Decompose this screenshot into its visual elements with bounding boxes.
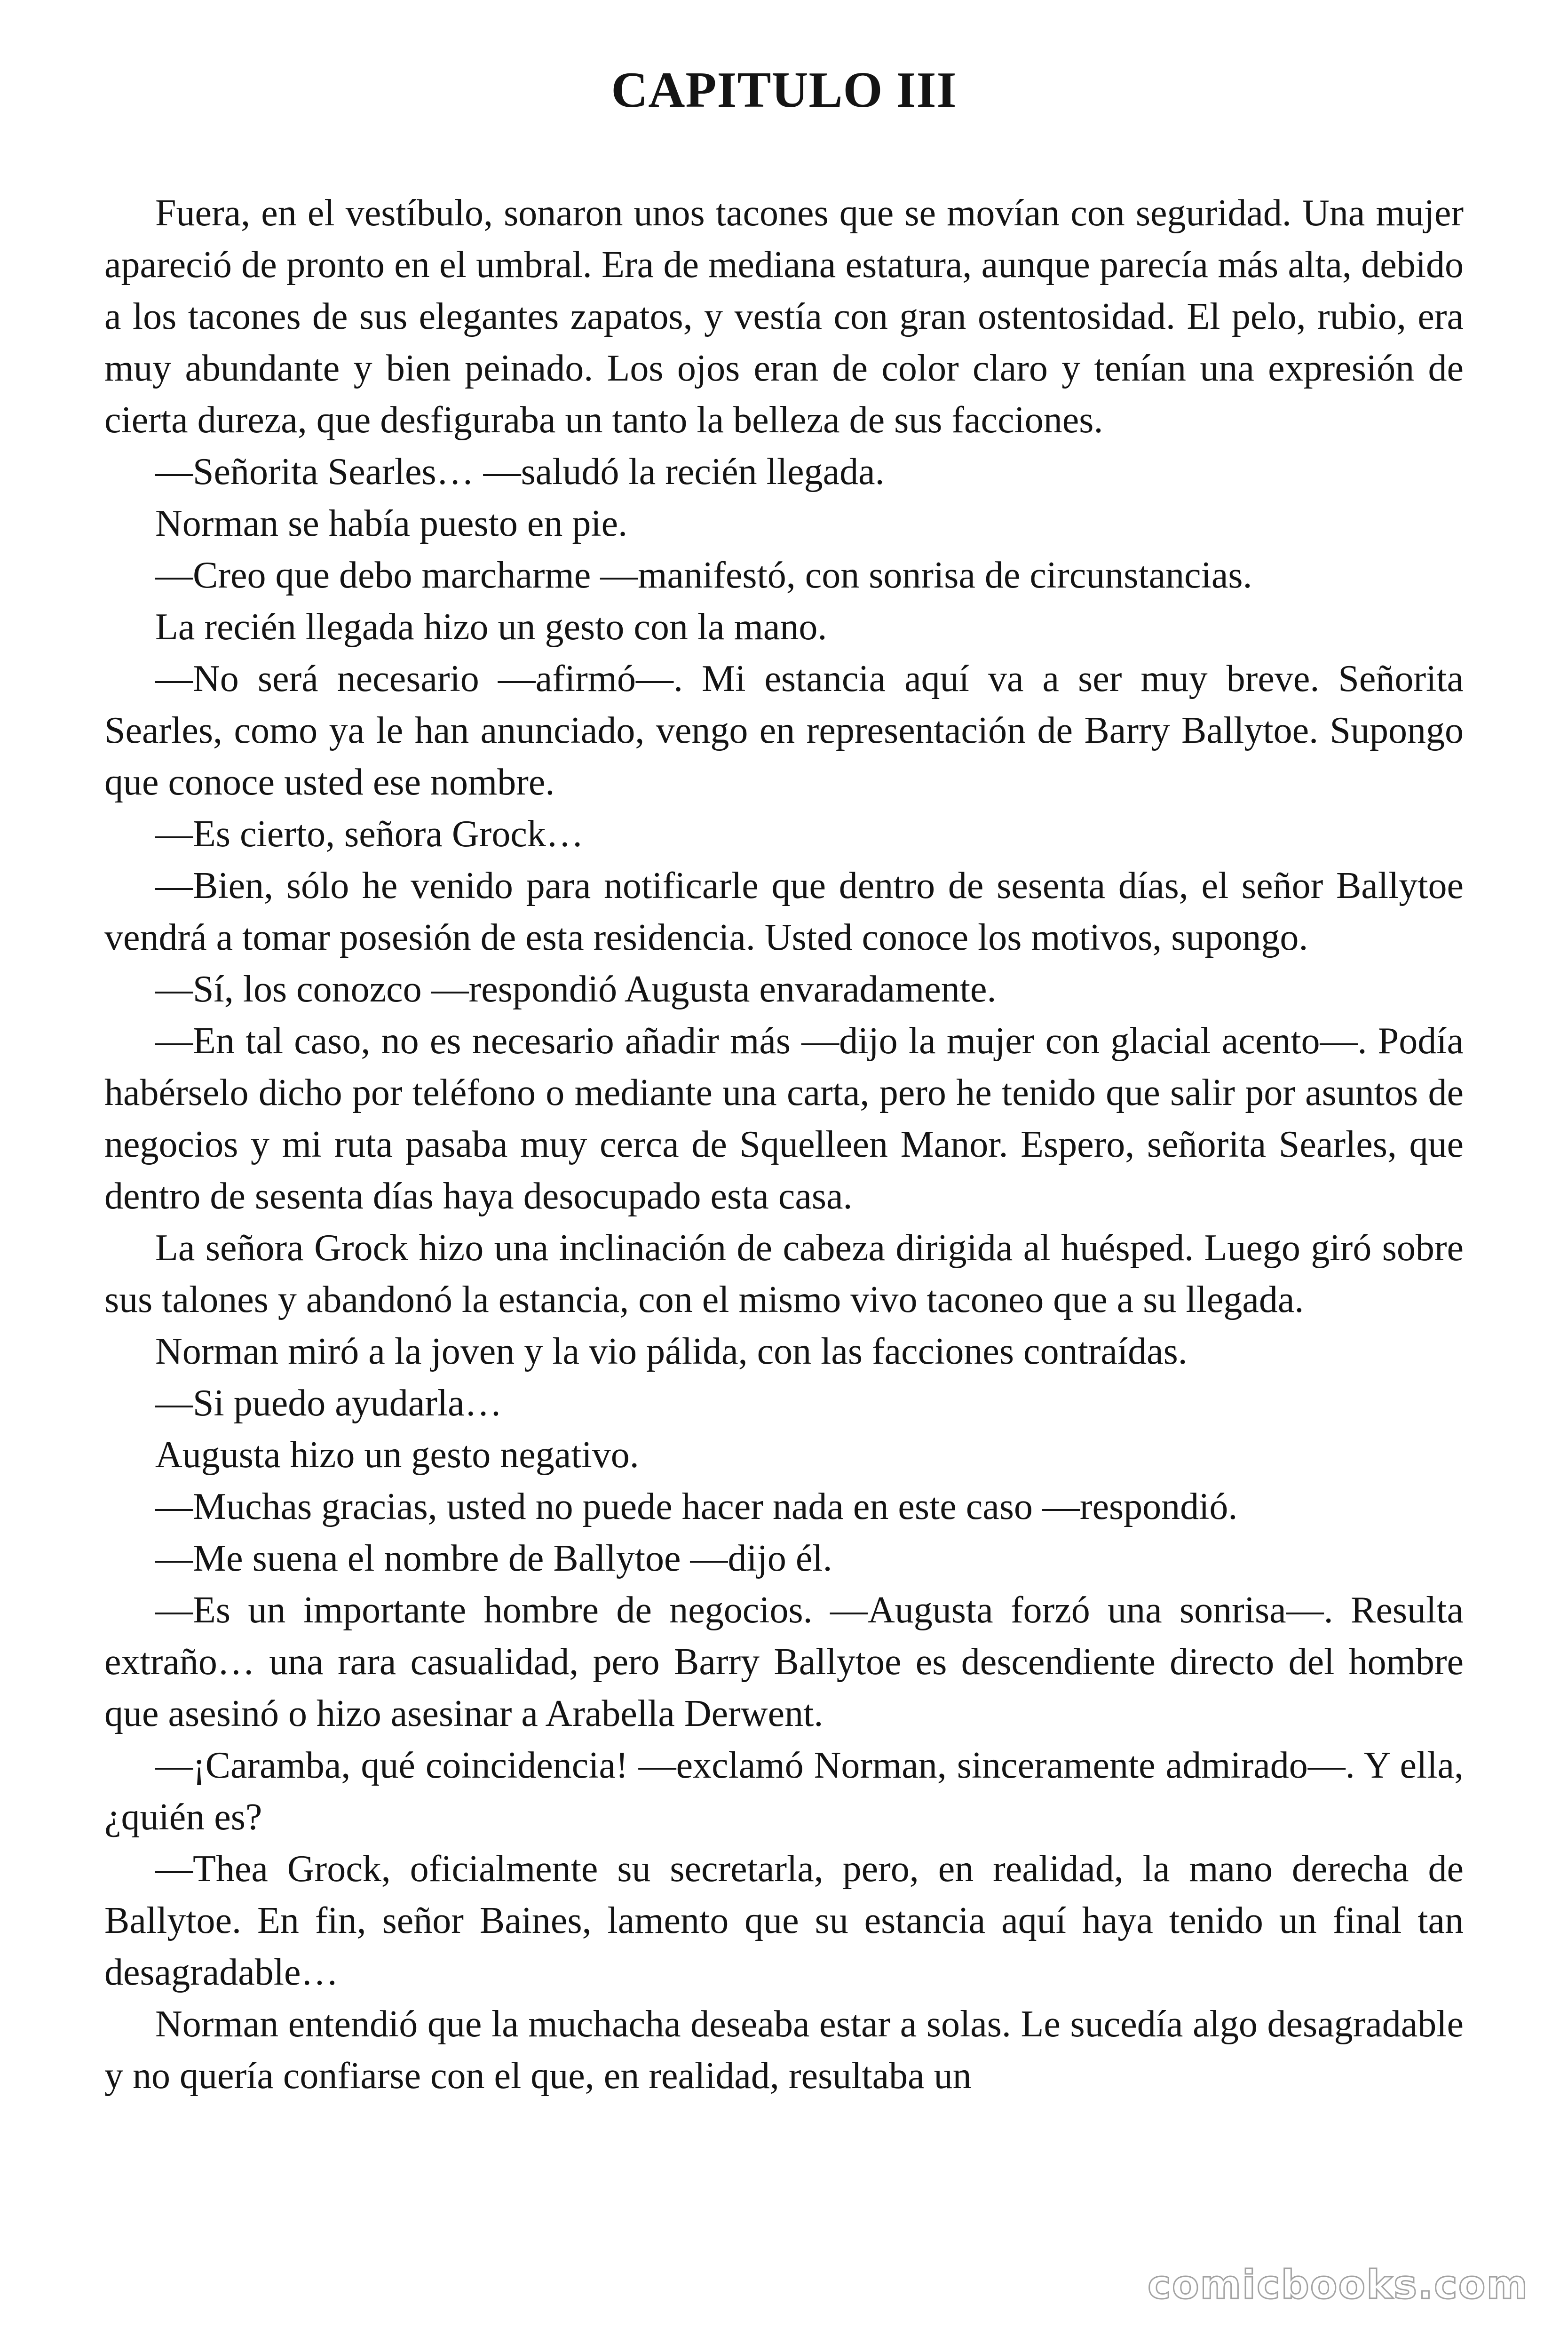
chapter-title: CAPITULO III xyxy=(611,62,957,118)
paragraph: Norman se había puesto en pie. xyxy=(155,503,628,544)
paragraph: —¡Caramba, qué coincidencia! —exclamó Norman, sinceramente admirado—. Y ella, ¿quién es? xyxy=(104,1745,1464,1838)
paragraph: Norman miró a la joven y la vio pálida, con las facciones contraídas. xyxy=(155,1331,1188,1372)
paragraph: —En tal caso, no es necesario añadir más —dijo la mujer con glacial acento—. Podía habérselo dicho por teléfono o mediante una carta, pero he tenido que salir por asuntos de negocios y mi ruta pasaba muy cerca de Squelleen Manor. Espero, señorita Searles, que dentro de sesenta días haya desocupado esta casa. xyxy=(104,1020,1464,1217)
paragraph: —Me suena el nombre de Ballytoe —dijo él. xyxy=(155,1538,832,1579)
paragraph: —Sí, los conozco —respondió Augusta envaradamente. xyxy=(155,969,997,1010)
paragraph: Augusta hizo un gesto negativo. xyxy=(155,1434,639,1476)
paragraph: —Es un importante hombre de negocios. —Augusta forzó una sonrisa—. Resulta extraño… una rara casualidad, pero Barry Ballytoe es descendiente directo del hombre que asesinó o hizo asesinar a Arabella Derwent. xyxy=(104,1589,1464,1734)
paragraph: Fuera, en el vestíbulo, sonaron unos tacones que se movían con seguridad. Una mujer apareció de pronto en el umbral. Era de mediana estatura, aunque parecía más alta, debido a los tacones de sus elegantes zapatos, y vestía con gran ostentosidad. El pelo, rubio, era muy abundante y bien peinado. Los ojos eran de color claro y tenían una expresión de cierta dureza, que desfiguraba un tanto la belleza de sus facciones. xyxy=(104,192,1464,441)
paragraph: —Muchas gracias, usted no puede hacer nada en este caso —respondió. xyxy=(155,1486,1238,1527)
paragraph: —Creo que debo marcharme —manifestó, con sonrisa de circunstancias. xyxy=(155,555,1252,596)
paragraph: —Señorita Searles… —saludó la recién llegada. xyxy=(155,451,885,493)
paragraph: —No será necesario —afirmó—. Mi estancia aquí va a ser muy breve. Señorita Searles, como ya le han anunciado, vengo en representación de Barry Ballytoe. Supongo que conoce usted ese nombre. xyxy=(104,658,1464,803)
paragraph: La señora Grock hizo una inclinación de cabeza dirigida al huésped. Luego giró sobre sus talones y abandonó la estancia, con el mismo vivo taconeo que a su llegada. xyxy=(104,1227,1464,1320)
paragraph: La recién llegada hizo un gesto con la mano. xyxy=(155,606,827,648)
paragraph: —Thea Grock, oficialmente su secretarla, pero, en realidad, la mano derecha de Ballytoe. En fin, señor Baines, lamento que su estancia aquí haya tenido un final tan desagradable… xyxy=(104,1848,1464,1993)
watermark-logo: comicbooks.com xyxy=(1141,2265,1535,2304)
paragraph: —Si puedo ayudarla… xyxy=(155,1383,502,1424)
paragraph: —Es cierto, señora Grock… xyxy=(155,813,584,855)
body-text xyxy=(104,187,1464,2102)
paragraph: Norman entendió que la muchacha deseaba estar a solas. Le sucedía algo desagradable y no quería confiarse con el que, en realidad, resultaba un xyxy=(104,2003,1464,2097)
paragraph: —Bien, sólo he venido para notificarle que dentro de sesenta días, el señor Ballytoe vendrá a tomar posesión de esta residencia. Usted conoce los motivos, supongo. xyxy=(104,865,1464,958)
